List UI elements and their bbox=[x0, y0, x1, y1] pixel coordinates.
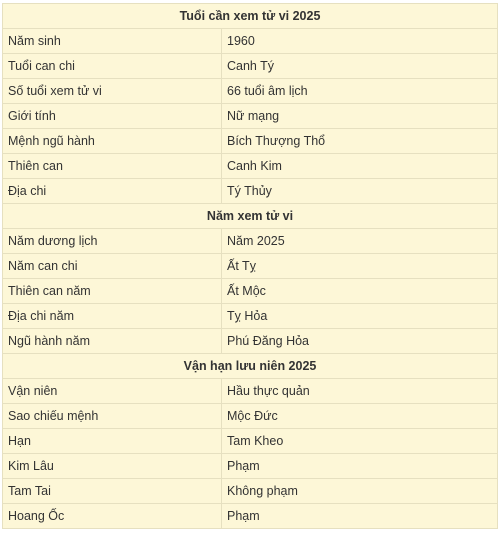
table-row bbox=[3, 504, 498, 529]
row-value: Nữ mạng bbox=[222, 104, 498, 129]
row-value: Phú Đăng Hỏa bbox=[222, 329, 498, 354]
table-row bbox=[3, 304, 498, 329]
horoscope-table bbox=[2, 3, 498, 529]
row-value: Ất Mộc bbox=[222, 279, 498, 304]
table-row bbox=[3, 79, 498, 104]
table-row bbox=[3, 329, 498, 354]
row-label: Thiên can năm bbox=[3, 279, 222, 304]
row-value: 66 tuổi âm lịch bbox=[222, 79, 498, 104]
row-value: Bích Thượng Thổ bbox=[222, 129, 498, 154]
row-label: Sao chiếu mệnh bbox=[3, 404, 222, 429]
row-label: Tam Tai bbox=[3, 479, 222, 504]
row-label: Địa chi bbox=[3, 179, 222, 204]
row-value: Ất Tỵ bbox=[222, 254, 498, 279]
row-value: Phạm bbox=[222, 454, 498, 479]
table-row bbox=[3, 179, 498, 204]
row-label: Vận niên bbox=[3, 379, 222, 404]
table-row bbox=[3, 279, 498, 304]
table-row bbox=[3, 229, 498, 254]
table-row bbox=[3, 29, 498, 54]
table-row bbox=[3, 254, 498, 279]
table-row bbox=[3, 454, 498, 479]
table-row bbox=[3, 404, 498, 429]
table-row bbox=[3, 379, 498, 404]
section-header-row bbox=[3, 204, 498, 229]
row-label: Năm can chi bbox=[3, 254, 222, 279]
row-value: Canh Tý bbox=[222, 54, 498, 79]
horoscope-table-container bbox=[2, 3, 497, 529]
row-label: Mệnh ngũ hành bbox=[3, 129, 222, 154]
row-label: Năm sinh bbox=[3, 29, 222, 54]
row-value: Phạm bbox=[222, 504, 498, 529]
row-label: Hoang Ốc bbox=[3, 504, 222, 529]
row-value: Tý Thủy bbox=[222, 179, 498, 204]
section-header-row bbox=[3, 354, 498, 379]
row-label: Địa chi năm bbox=[3, 304, 222, 329]
section-header-row bbox=[3, 4, 498, 29]
table-row bbox=[3, 104, 498, 129]
row-label: Hạn bbox=[3, 429, 222, 454]
row-value: Tỵ Hỏa bbox=[222, 304, 498, 329]
table-row bbox=[3, 129, 498, 154]
table-row bbox=[3, 479, 498, 504]
table-row bbox=[3, 154, 498, 179]
row-value: Tam Kheo bbox=[222, 429, 498, 454]
section-title-birth-info: Tuổi cần xem tử vi 2025 bbox=[3, 4, 498, 29]
row-value: Mộc Đức bbox=[222, 404, 498, 429]
row-label: Thiên can bbox=[3, 154, 222, 179]
row-label: Giới tính bbox=[3, 104, 222, 129]
row-label: Số tuổi xem tử vi bbox=[3, 79, 222, 104]
row-label: Kim Lâu bbox=[3, 454, 222, 479]
row-label: Năm dương lịch bbox=[3, 229, 222, 254]
row-value: Hầu thực quản bbox=[222, 379, 498, 404]
section-title-fortune: Vận hạn lưu niên 2025 bbox=[3, 354, 498, 379]
row-value: Canh Kim bbox=[222, 154, 498, 179]
table-row bbox=[3, 54, 498, 79]
row-value: Không phạm bbox=[222, 479, 498, 504]
table-row bbox=[3, 429, 498, 454]
section-title-year-info: Năm xem tử vi bbox=[3, 204, 498, 229]
row-label: Tuổi can chi bbox=[3, 54, 222, 79]
row-value: Năm 2025 bbox=[222, 229, 498, 254]
row-value: 1960 bbox=[222, 29, 498, 54]
row-label: Ngũ hành năm bbox=[3, 329, 222, 354]
